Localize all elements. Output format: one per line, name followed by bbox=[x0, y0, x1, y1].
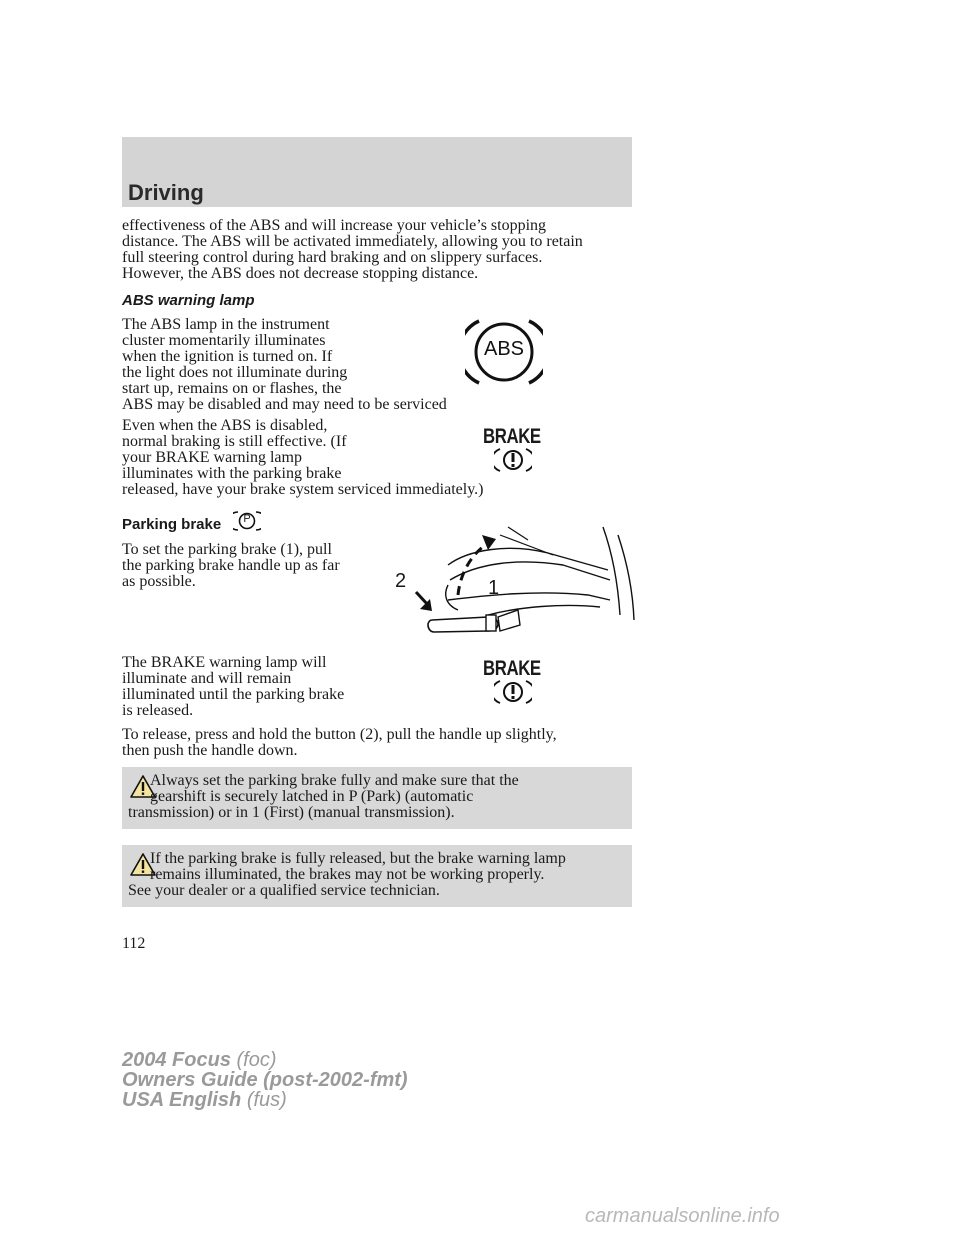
brake-warning-lamp-icon bbox=[480, 657, 550, 707]
text-line: your BRAKE warning lamp bbox=[122, 449, 302, 466]
text-line: illuminated until the parking brake bbox=[122, 686, 345, 703]
footer-line-3 bbox=[122, 1090, 287, 1110]
text-line: effectiveness of the ABS and will increase your vehicle’s stopping bbox=[122, 217, 547, 234]
text-line: remains illuminated, the brakes may not be working properly. bbox=[150, 866, 545, 883]
footer-guide: Owners Guide (post-2002-fmt) bbox=[122, 1069, 408, 1091]
parking-paragraph-3 bbox=[122, 727, 632, 759]
footer-model-code: (foc) bbox=[236, 1049, 277, 1071]
warning-box bbox=[122, 845, 632, 907]
text-line: To release, press and hold the button (2), pull the handle up slightly, bbox=[122, 726, 557, 743]
text-line: is released. bbox=[122, 702, 194, 719]
parking-brake-illustration bbox=[388, 525, 638, 640]
parking-brake-heading: Parking brake bbox=[122, 516, 222, 533]
text-line: released, have your brake system serviced immediately.) bbox=[122, 481, 484, 498]
text-line: cluster momentarily illuminates bbox=[122, 332, 326, 349]
page-number: 112 bbox=[122, 935, 146, 952]
text-line: distance. The ABS will be activated immediately, allowing you to retain bbox=[122, 233, 583, 250]
footer-language: USA English bbox=[122, 1089, 242, 1111]
watermark: carmanualsonline.info bbox=[585, 1205, 780, 1227]
brake-lamp-label: BRAKE bbox=[483, 657, 541, 680]
text-line: when the ignition is turned on. If bbox=[122, 348, 333, 365]
brake-lamp-label: BRAKE bbox=[483, 425, 541, 448]
text-line: illuminates with the parking brake bbox=[122, 465, 342, 482]
text-line: full steering control during hard braking and on slippery surfaces. bbox=[122, 249, 543, 266]
parking-p-letter: P bbox=[243, 513, 251, 525]
text-line: The ABS lamp in the instrument bbox=[122, 316, 330, 333]
callout-2: 2 bbox=[395, 570, 407, 592]
text-line: the parking brake handle up as far bbox=[122, 557, 340, 574]
parking-paragraph-2 bbox=[122, 655, 632, 719]
warning-text bbox=[128, 851, 628, 899]
warning-text bbox=[128, 773, 628, 821]
footer-line-2 bbox=[122, 1070, 408, 1090]
text-line: illuminate and will remain bbox=[122, 670, 292, 687]
text-line: normal braking is still effective. (If bbox=[122, 433, 347, 450]
text-line: ABS may be disabled and may need to be serviced bbox=[122, 396, 447, 413]
text-line: transmission) or in 1 (First) (manual transmission). bbox=[128, 804, 455, 821]
abs-paragraph bbox=[122, 317, 632, 413]
text-line: To set the parking brake (1), pull bbox=[122, 541, 332, 558]
warning-box bbox=[122, 767, 632, 829]
text-line: start up, remains on or flashes, the bbox=[122, 380, 342, 397]
abs-heading: ABS warning lamp bbox=[122, 292, 255, 309]
abs-paragraph-2 bbox=[122, 418, 632, 498]
brake-warning-lamp-icon bbox=[480, 425, 550, 475]
callout-1: 1 bbox=[488, 577, 500, 599]
text-line: then push the handle down. bbox=[122, 742, 298, 759]
text-line: See your dealer or a qualified service technician. bbox=[128, 882, 440, 899]
abs-lamp-label: ABS bbox=[483, 338, 525, 360]
text-line: If the parking brake is fully released, but the brake warning lamp bbox=[150, 850, 566, 867]
text-line: Always set the parking brake fully and make sure that the bbox=[150, 772, 519, 789]
abs-lamp-icon bbox=[465, 313, 543, 391]
text-line: However, the ABS does not decrease stopping distance. bbox=[122, 265, 479, 282]
parking-brake-heading-row bbox=[122, 516, 221, 534]
intro-paragraph bbox=[122, 218, 632, 282]
parking-p-icon bbox=[233, 510, 261, 532]
text-line: the light does not illuminate during bbox=[122, 364, 348, 381]
section-title: Driving bbox=[128, 180, 204, 205]
text-line: Even when the ABS is disabled, bbox=[122, 417, 328, 434]
footer-line-1 bbox=[122, 1050, 277, 1070]
footer-language-code: (fus) bbox=[246, 1089, 287, 1111]
text-line: as possible. bbox=[122, 573, 196, 590]
footer-model: 2004 Focus bbox=[122, 1049, 231, 1071]
text-line: The BRAKE warning lamp will bbox=[122, 654, 327, 671]
text-line: gearshift is securely latched in P (Park) (automatic bbox=[150, 788, 474, 805]
